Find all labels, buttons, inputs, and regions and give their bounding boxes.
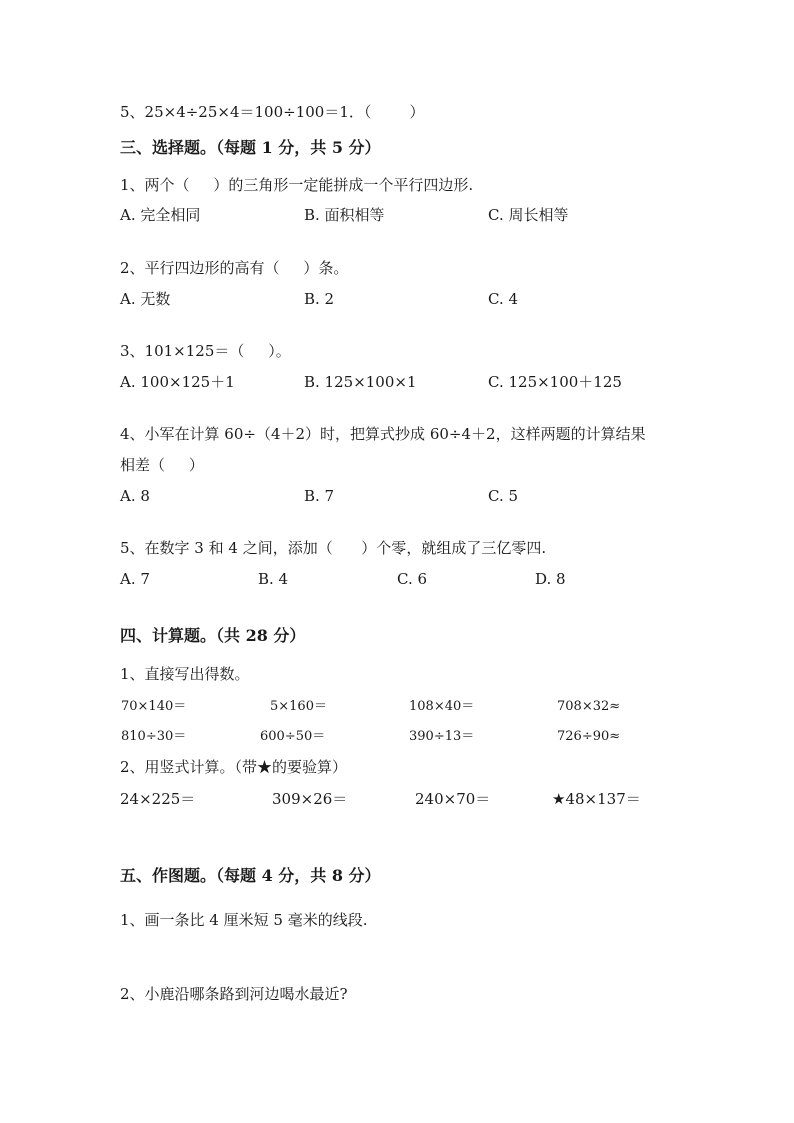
section4-heading: 四、计算题。（共 28 分） <box>120 626 306 645</box>
s3-q5-option-c: C. 6 <box>397 570 428 588</box>
s5-q2-stem: 2、小鹿沿哪条路到河边喝水最近? <box>120 985 348 1003</box>
s4-q2-item-4: ★48×137＝ <box>552 790 641 808</box>
section5-heading: 五、作图题。（每题 4 分，共 8 分） <box>120 866 381 885</box>
s4-q2-item-2: 309×26＝ <box>272 790 348 808</box>
s4-q1-expr-r1c4: 708×32≈ <box>557 699 621 714</box>
s3-q4-option-a: A. 8 <box>120 487 150 505</box>
s3-q1-stem: 1、两个（ ）的三角形一定能拼成一个平行四边形. <box>120 176 474 194</box>
s3-q5-option-a: A. 7 <box>120 570 150 588</box>
s3-q5-option-d: D. 8 <box>535 570 566 588</box>
s4-q1-expr-r2c4: 726÷90≈ <box>557 729 621 744</box>
s3-q5-stem: 5、在数字 3 和 4 之间，添加（ ）个零，就组成了三亿零四. <box>120 539 547 557</box>
carryover-question-5: 5、25×4÷25×4＝100÷100＝1．（ ） <box>120 103 425 121</box>
s3-q4-stem-line2: 相差（ ） <box>120 456 204 474</box>
s3-q2-option-a: A. 无数 <box>120 290 171 308</box>
s4-q1-expr-r1c2: 5×160＝ <box>270 699 327 714</box>
s4-q1-expr-r1c3: 108×40＝ <box>409 699 475 714</box>
s4-q2-stem: 2、用竖式计算。（带★的要验算） <box>120 758 348 776</box>
s3-q3-stem: 3、101×125＝（ ）。 <box>120 342 291 360</box>
s3-q3-option-a: A. 100×125＋1 <box>120 373 235 391</box>
s3-q2-stem: 2、平行四边形的高有（ ）条。 <box>120 259 349 277</box>
s3-q1-option-c: C. 周长相等 <box>488 206 569 224</box>
s3-q1-option-a: A. 完全相同 <box>120 206 201 224</box>
s3-q1-option-b: B. 面积相等 <box>304 206 385 224</box>
s4-q1-stem: 1、直接写出得数。 <box>120 665 250 683</box>
s3-q2-option-c: C. 4 <box>488 290 519 308</box>
section3-heading: 三、选择题。（每题 1 分，共 5 分） <box>120 138 381 157</box>
s3-q4-option-b: B. 7 <box>304 487 335 505</box>
s3-q4-option-c: C. 5 <box>488 487 519 505</box>
s3-q3-option-b: B. 125×100×1 <box>304 373 417 391</box>
s4-q1-expr-r2c3: 390÷13＝ <box>409 729 475 744</box>
s4-q1-expr-r2c1: 810÷30＝ <box>121 729 187 744</box>
s4-q2-item-1: 24×225＝ <box>120 790 196 808</box>
s5-q1-stem: 1、画一条比 4 厘米短 5 毫米的线段. <box>120 911 368 929</box>
s3-q3-option-c: C. 125×100＋125 <box>488 373 622 391</box>
s4-q1-expr-r1c1: 70×140＝ <box>121 699 187 714</box>
s4-q2-item-3: 240×70＝ <box>415 790 491 808</box>
s4-q1-expr-r2c2: 600÷50＝ <box>260 729 326 744</box>
s3-q4-stem-line1: 4、小军在计算 60÷（4＋2）时，把算式抄成 60÷4＋2，这样两题的计算结果 <box>120 425 646 443</box>
s3-q5-option-b: B. 4 <box>258 570 289 588</box>
s3-q2-option-b: B. 2 <box>304 290 335 308</box>
